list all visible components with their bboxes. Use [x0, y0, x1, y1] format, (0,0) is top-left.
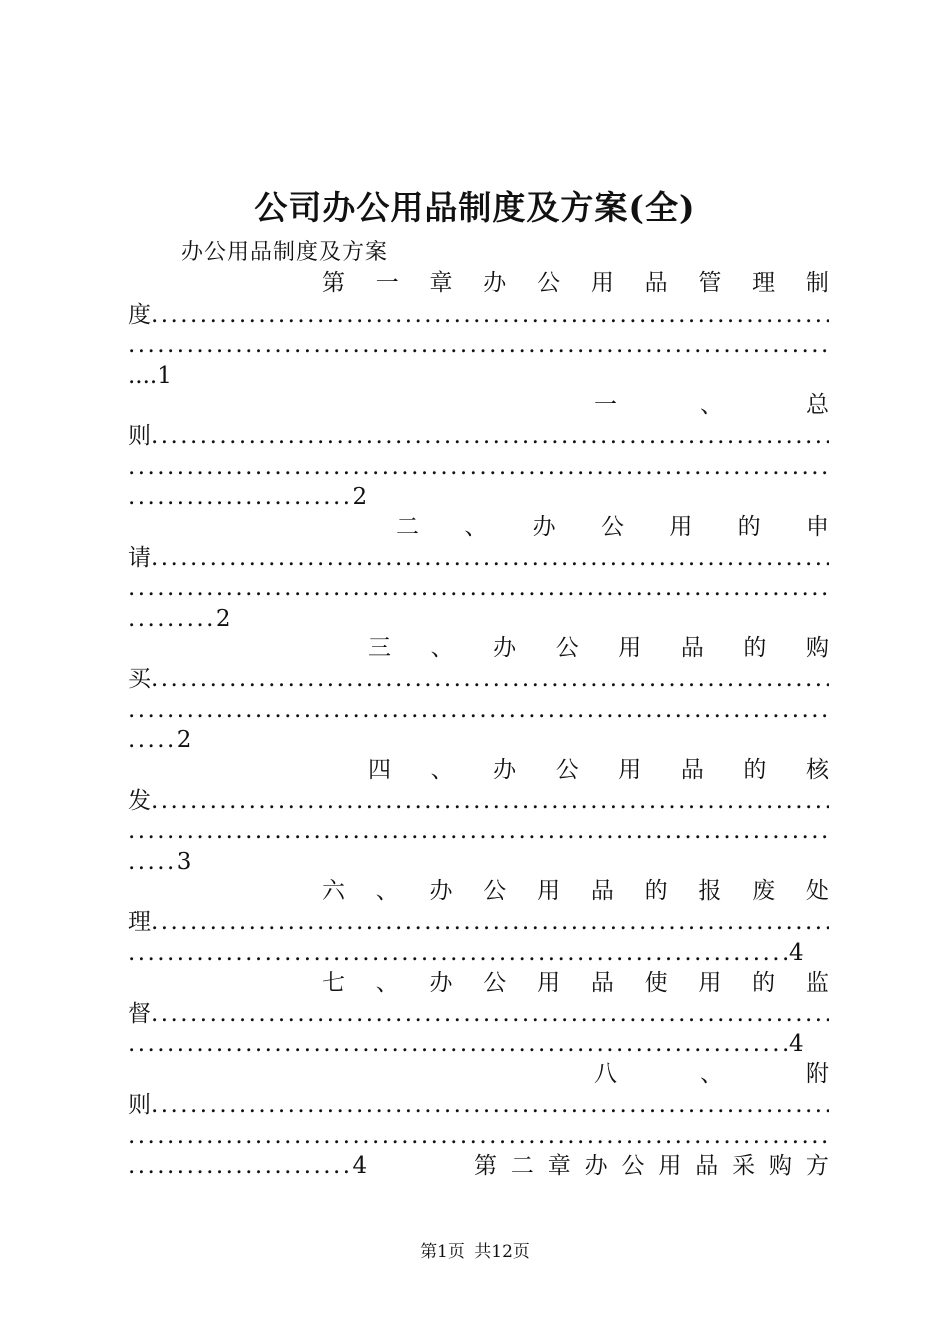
- toc-leader-5a: 发 .....: [128, 786, 829, 816]
- toc-leader-4b: [128, 695, 829, 725]
- page-title: 公司办公用品制度及方案(全): [254, 188, 696, 227]
- toc-leader-6b: [128, 938, 788, 968]
- toc-leader-1a: 度 .....: [128, 300, 829, 330]
- toc-leader-7b: [128, 1029, 788, 1059]
- toc-leader-2a: 则 .....: [128, 421, 829, 451]
- toc-heading-7: 七 、 办 公 用 品 使 用 的 监: [322, 970, 829, 996]
- toc-leader-1b: [128, 330, 829, 360]
- toc-leader-3b: [128, 573, 829, 603]
- toc-leader-6a: 理 .....: [128, 907, 829, 937]
- toc-page-6: 4: [789, 940, 804, 966]
- page-footer: [0, 1240, 950, 1264]
- toc-leader-2b: [128, 452, 829, 482]
- toc-leader-7a: 督 .....: [128, 999, 829, 1029]
- toc-leader-5b: [128, 816, 829, 846]
- toc-heading-4: 三 、 办 公 用 品 的 购: [368, 635, 829, 661]
- toc-page-7: 4: [789, 1031, 804, 1057]
- page-number: 第1页: [420, 1242, 465, 1262]
- page-total: 共12页: [474, 1242, 530, 1262]
- toc-page-3: .........2: [128, 606, 233, 632]
- toc-page-4: .....2: [128, 727, 194, 753]
- toc-heading-3: 二 、 办 公 用 的 申: [396, 514, 829, 540]
- toc-leader-8a: 则 .....: [128, 1090, 829, 1120]
- toc-heading-2: 一 、 总: [594, 392, 829, 418]
- document-subtitle: 办公用品制度及方案: [181, 240, 389, 265]
- toc-page-8: .......................4: [128, 1153, 370, 1179]
- toc-leader-3a: 请 .....: [128, 543, 829, 573]
- toc-page-2: .......................2: [128, 484, 370, 510]
- next-chapter-heading: 第 二 章 办 公 用 品 采 购 方: [474, 1153, 829, 1179]
- toc-leader-4a: 买 .....: [128, 664, 829, 694]
- toc-heading-5: 四 、 办 公 用 品 的 核: [368, 757, 829, 783]
- toc-heading-1: 第 一 章 办 公 用 品 管 理 制: [322, 270, 829, 296]
- toc-page-1: ....1: [128, 363, 172, 389]
- toc-page-5: .....3: [128, 849, 194, 875]
- toc-leader-8b: [128, 1121, 829, 1151]
- toc-heading-6: 六 、 办 公 用 品 的 报 废 处: [322, 878, 829, 904]
- toc-heading-8: 八 、 附: [594, 1061, 829, 1087]
